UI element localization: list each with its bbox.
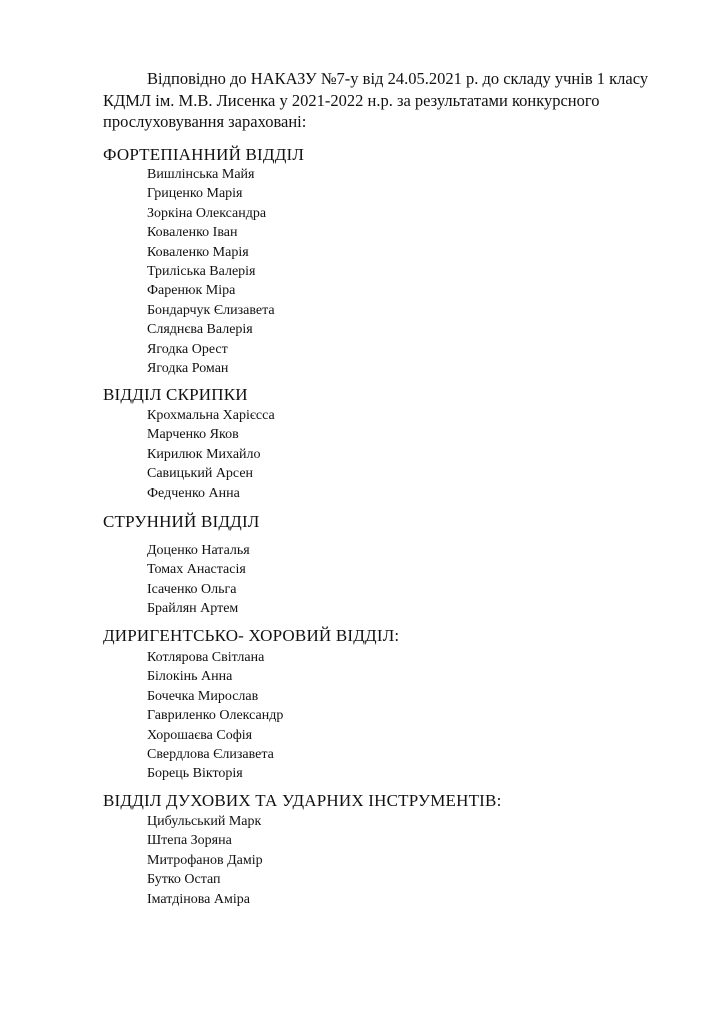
list-item: Хорошаєва Софія bbox=[147, 727, 253, 743]
list-item: Брайлян Артем bbox=[147, 601, 239, 617]
section-title-violin: ВІДДІЛ СКРИПКИ bbox=[103, 385, 248, 404]
list-item: Кирилюк Михайло bbox=[147, 446, 261, 462]
list-item: Котлярова Світлана bbox=[147, 650, 265, 665]
list-item: Вишлінська Майя bbox=[147, 167, 255, 182]
list-item: Федченко Анна bbox=[147, 485, 240, 501]
list-item: Савицький Арсен bbox=[147, 466, 254, 482]
list-item: Сляднєва Валерія bbox=[147, 322, 253, 338]
list-item: Іматдінова Аміра bbox=[147, 891, 250, 907]
section-title-piano: ФОРТЕПІАННИЙ ВІДДІЛ bbox=[103, 145, 305, 164]
student-list-piano bbox=[147, 165, 275, 378]
list-item: Митрофанов Дамір bbox=[147, 852, 263, 868]
list-item: Цибульський Марк bbox=[147, 814, 262, 829]
list-item: Доценко Наталья bbox=[147, 543, 250, 558]
list-item: Коваленко Марія bbox=[147, 244, 249, 260]
intro-text: Відповідно до НАКАЗУ №7-у від 24.05.2021 р. до складу учнів 1 класу КДМЛ ім. М.В. Лисенка у 2021-2022 н.р. за результатами конкурсного прослуховування зараховані: bbox=[103, 69, 649, 131]
list-item: Бутко Остап bbox=[147, 872, 221, 888]
student-list-violin bbox=[147, 406, 275, 503]
list-item: Крохмальна Харієсса bbox=[147, 408, 275, 423]
section-title-strings: СТРУННИЙ ВІДДІЛ bbox=[103, 512, 260, 531]
list-item: Штепа Зоряна bbox=[147, 833, 232, 849]
list-item: Свердлова Єлизавета bbox=[147, 747, 274, 763]
list-item: Борець Вікторія bbox=[147, 766, 243, 782]
list-item: Білокінь Анна bbox=[147, 669, 233, 685]
list-item: Гавриленко Олександр bbox=[147, 708, 284, 724]
list-item: Ягодка Роман bbox=[147, 361, 229, 377]
list-item: Марченко Яков bbox=[147, 427, 239, 443]
list-item: Зоркіна Олександра bbox=[147, 205, 267, 221]
list-item: Бочечка Мирослав bbox=[147, 688, 259, 704]
section-title-choral: ДИРИГЕНТСЬКО- ХОРОВИЙ ВІДДІЛ: bbox=[103, 626, 400, 645]
student-list-winds-percussion bbox=[147, 812, 263, 909]
list-item: Гриценко Марія bbox=[147, 186, 243, 202]
student-list-strings bbox=[147, 541, 250, 619]
list-item: Томах Анастасія bbox=[147, 562, 246, 578]
section-title-winds-percussion: ВІДДІЛ ДУХОВИХ ТА УДАРНИХ ІНСТРУМЕНТІВ: bbox=[103, 791, 502, 810]
intro-paragraph bbox=[103, 68, 663, 133]
student-list-choral bbox=[147, 648, 283, 784]
list-item: Трилiська Валерія bbox=[147, 264, 256, 280]
list-item: Ісаченко Ольга bbox=[147, 581, 237, 597]
list-item: Бондарчук Єлизавета bbox=[147, 302, 275, 318]
list-item: Фаренюк Міра bbox=[147, 283, 236, 299]
list-item: Ягодка Орест bbox=[147, 341, 228, 357]
list-item: Коваленко Іван bbox=[147, 225, 238, 241]
